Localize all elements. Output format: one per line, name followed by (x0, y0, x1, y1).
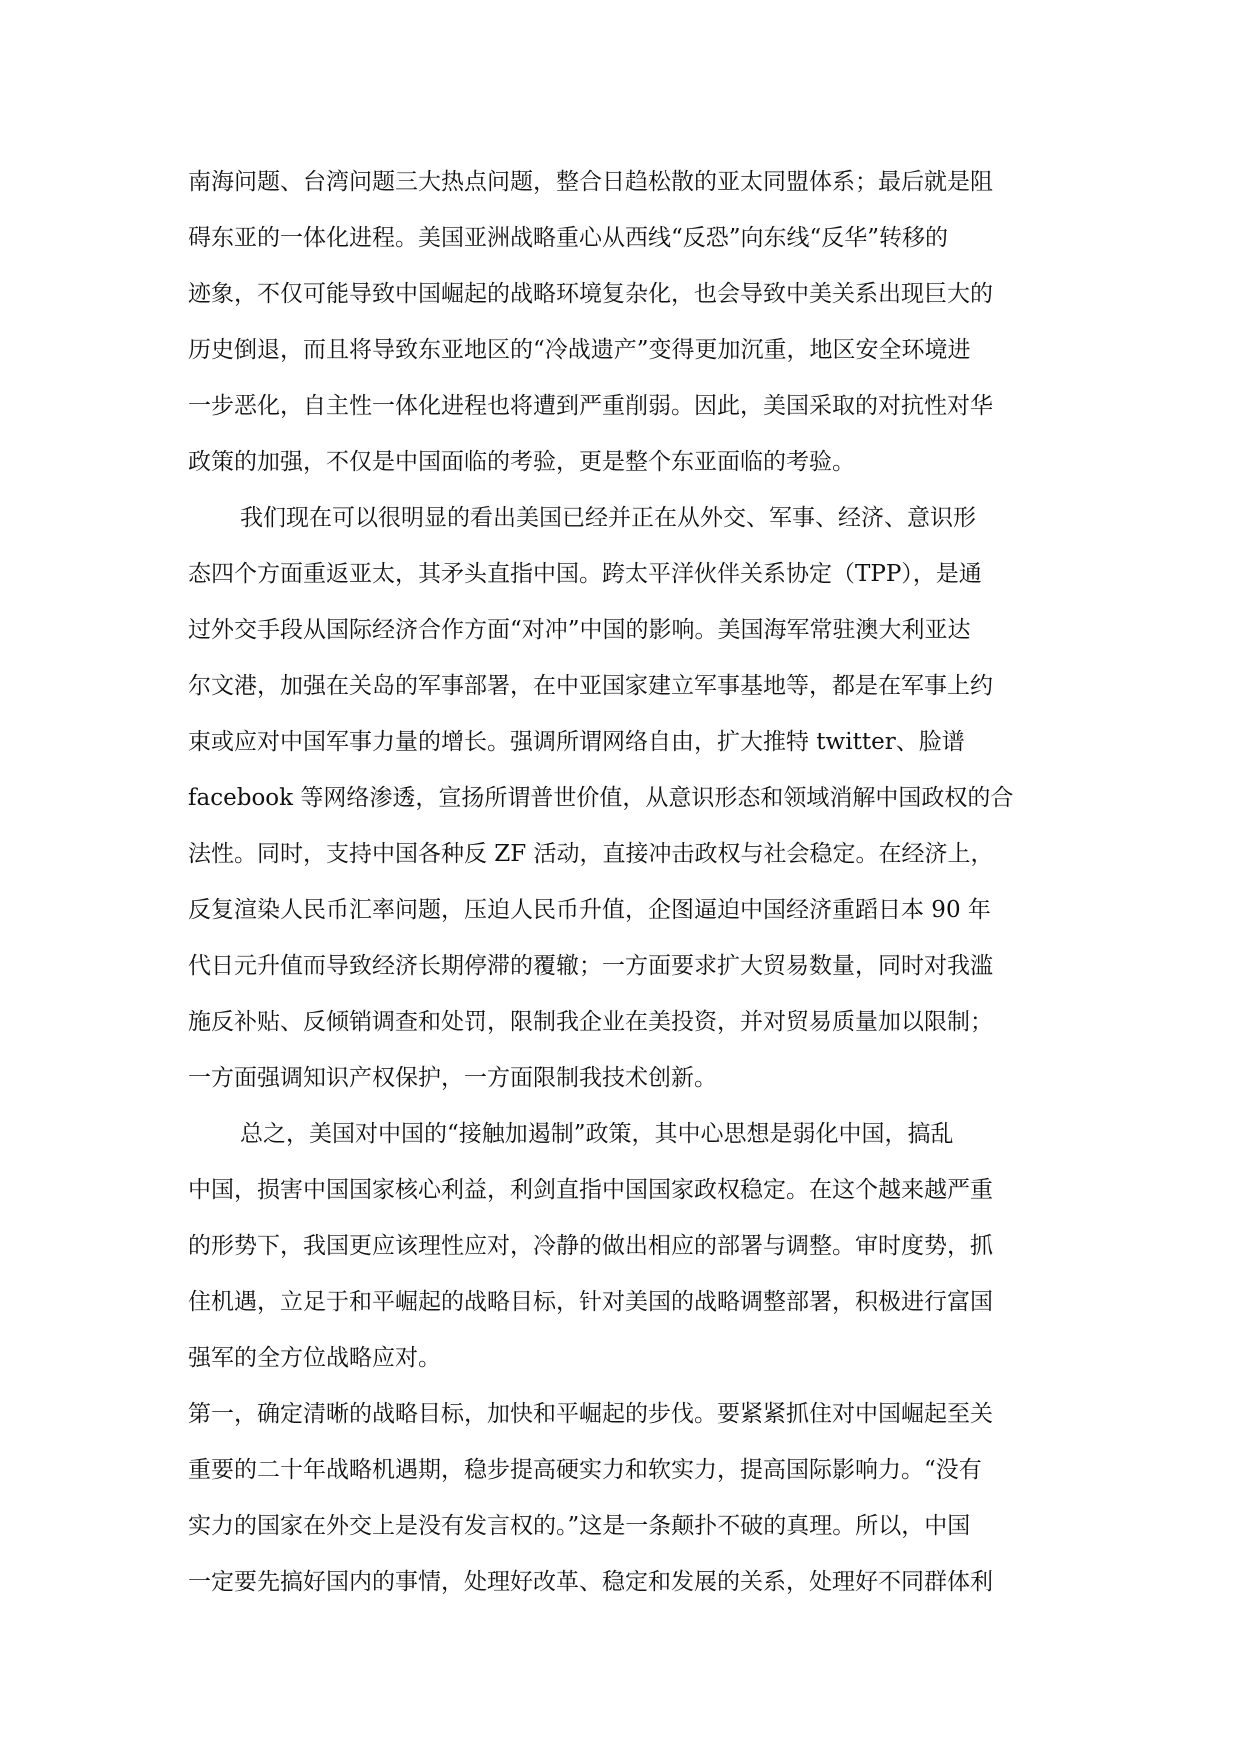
text-line: facebook 等网络渗透，宣扬所谓普世价值，从意识形态和领域消解中国政权的合 (188, 785, 1014, 811)
text-line: 尔文港，加强在关岛的军事部署，在中亚国家建立军事基地等，都是在军事上约 (188, 673, 993, 699)
text-line: 一方面强调知识产权保护，一方面限制我技术创新。 (188, 1065, 717, 1091)
text-line: 过外交手段从国际经济合作方面“对冲”中国的影响。美国海军常驻澳大利亚达 (188, 617, 971, 643)
text-line: 的形势下，我国更应该理性应对，冷静的做出相应的部署与调整。审时度势，抓 (188, 1233, 993, 1259)
text-line: 施反补贴、反倾销调查和处罚，限制我企业在美投资，并对贸易质量加以限制； (188, 1009, 993, 1035)
text-line: 迹象，不仅可能导致中国崛起的战略环境复杂化，也会导致中美关系出现巨大的 (188, 281, 993, 307)
text-line: 一步恶化，自主性一体化进程也将遭到严重削弱。因此，美国采取的对抗性对华 (188, 393, 993, 419)
text-line: 历史倒退，而且将导致东亚地区的“冷战遗产”变得更加沉重，地区安全环境进 (188, 337, 971, 363)
text-line: 住机遇，立足于和平崛起的战略目标，针对美国的战略调整部署，积极进行富国 (188, 1289, 993, 1315)
document-body (188, 154, 1056, 1610)
paragraph-2 (188, 490, 1056, 1106)
text-line: 束或应对中国军事力量的增长。强调所谓网络自由，扩大推特 twitter、脸谱 (188, 729, 965, 755)
text-line: 重要的二十年战略机遇期，稳步提高硬实力和软实力，提高国际影响力。“没有 (188, 1457, 982, 1483)
text-line: 法性。同时，支持中国各种反 ZF 活动，直接冲击政权与社会稳定。在经济上， (188, 841, 994, 867)
text-line: 南海问题、台湾问题三大热点问题，整合日趋松散的亚太同盟体系；最后就是阻 (188, 169, 993, 195)
text-line: 碍东亚的一体化进程。美国亚洲战略重心从西线“反恐”向东线“反华”转移的 (188, 225, 949, 251)
text-line: 我们现在可以很明显的看出美国已经并正在从外交、军事、经济、意识形 (240, 505, 976, 531)
text-line: 反复渲染人民币汇率问题，压迫人民币升值，企图逼迫中国经济重蹈日本 90 年 (188, 897, 991, 923)
paragraph-3 (188, 1106, 1056, 1386)
text-line: 强军的全方位战略应对。 (188, 1345, 441, 1371)
paragraph-1 (188, 154, 1056, 490)
paragraph-4 (188, 1386, 1056, 1610)
text-line: 实力的国家在外交上是没有发言权的。”这是一条颠扑不破的真理。所以，中国 (188, 1513, 971, 1539)
text-line: 总之，美国对中国的“接触加遏制”政策，其中心思想是弱化中国，搞乱 (240, 1121, 954, 1147)
text-line: 一定要先搞好国内的事情，处理好改革、稳定和发展的关系，处理好不同群体利 (188, 1569, 993, 1595)
text-line: 第一，确定清晰的战略目标，加快和平崛起的步伐。要紧紧抓住对中国崛起至关 (188, 1401, 993, 1427)
text-line: 代日元升值而导致经济长期停滞的覆辙；一方面要求扩大贸易数量，同时对我滥 (188, 953, 993, 979)
text-line: 中国，损害中国国家核心利益，利剑直指中国国家政权稳定。在这个越来越严重 (188, 1177, 993, 1203)
text-line: 态四个方面重返亚太，其矛头直指中国。跨太平洋伙伴关系协定（TPP），是通 (188, 561, 982, 587)
text-line: 政策的加强，不仅是中国面临的考验，更是整个东亚面临的考验。 (188, 449, 855, 475)
